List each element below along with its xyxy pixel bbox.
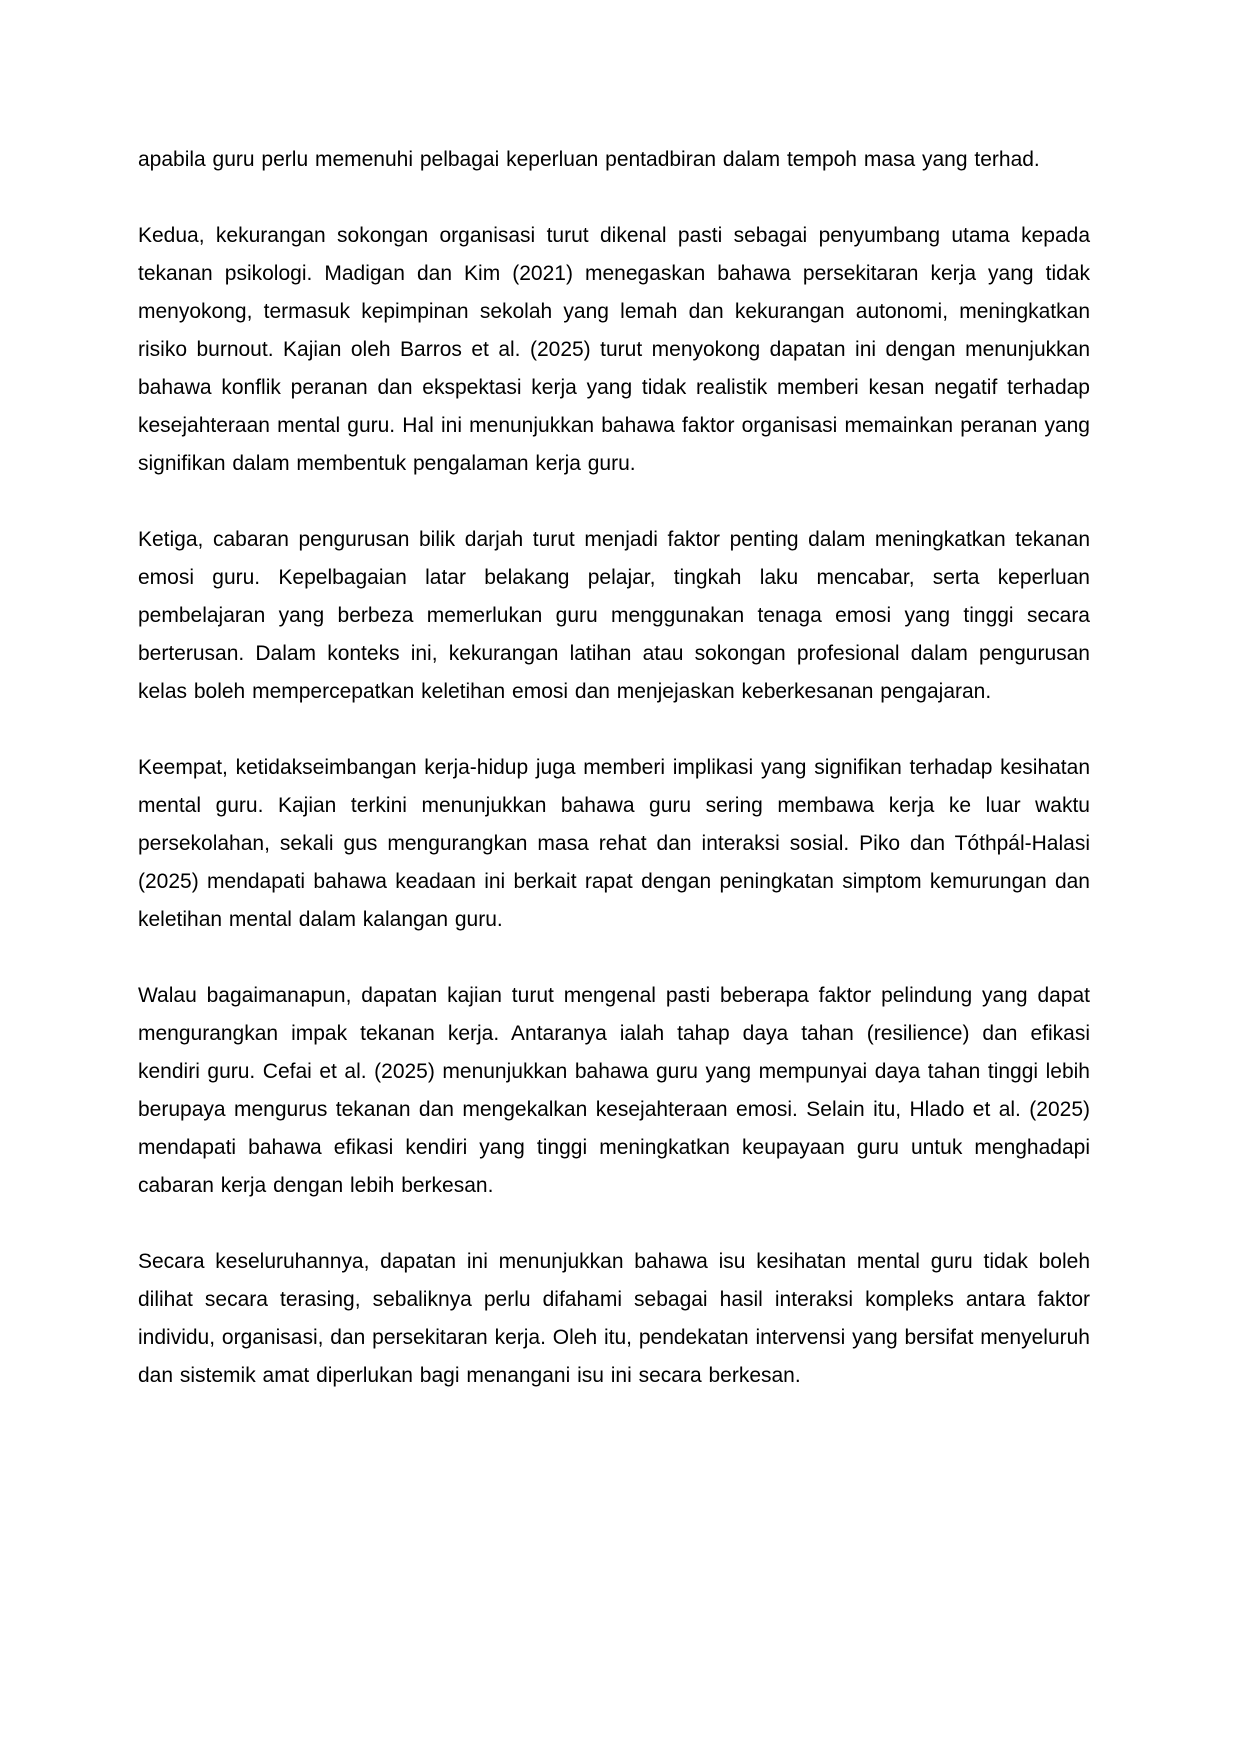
- paragraph-keempat: Keempat, ketidakseimbangan kerja-hidup juga memberi implikasi yang signifikan terhadap kesihatan mental guru. Kajian terkini menunjukkan bahawa guru sering membawa kerja ke luar waktu persekolahan, sekali gus mengurangkan masa rehat dan interaksi sosial. Piko dan Tóthpál-Halasi (2025) mendapati bahawa keadaan ini berkait rapat dengan peningkatan simptom kemurungan dan keletihan mental dalam kalangan guru.: [138, 756, 1090, 931]
- paragraph-continuation: apabila guru perlu memenuhi pelbagai keperluan pentadbiran dalam tempoh masa yang terhad.: [138, 148, 1040, 171]
- paragraph-faktor-pelindung: Walau bagaimanapun, dapatan kajian turut mengenal pasti beberapa faktor pelindung yang dapat mengurangkan impak tekanan kerja. Antaranya ialah tahap daya tahan (resilience) dan efikasi kendiri guru. Cefai et al. (2025) menunjukkan bahawa guru yang mempunyai daya tahan tinggi lebih berupaya mengurus tekanan dan mengekalkan kesejahteraan emosi. Selain itu, Hlado et al. (2025) mendapati bahawa efikasi kendiri yang tinggi meningkatkan keupayaan guru untuk menghadapi cabaran kerja dengan lebih berkesan.: [138, 984, 1090, 1197]
- paragraph-kedua: Kedua, kekurangan sokongan organisasi turut dikenal pasti sebagai penyumbang utama kepada tekanan psikologi. Madigan dan Kim (2021) menegaskan bahawa persekitaran kerja yang tidak menyokong, termasuk kepimpinan sekolah yang lemah dan kekurangan autonomi, meningkatkan risiko burnout. Kajian oleh Barros et al. (2025) turut menyokong dapatan ini dengan menunjukkan bahawa konflik peranan dan ekspektasi kerja yang tidak realistik memberi kesan negatif terhadap kesejahteraan mental guru. Hal ini menunjukkan bahawa faktor organisasi memainkan peranan yang signifikan dalam membentuk pengalaman kerja guru.: [138, 224, 1090, 475]
- paragraph-kesimpulan: Secara keseluruhannya, dapatan ini menunjukkan bahawa isu kesihatan mental guru tidak boleh dilihat secara terasing, sebaliknya perlu difahami sebagai hasil interaksi kompleks antara faktor individu, organisasi, dan persekitaran kerja. Oleh itu, pendekatan intervensi yang bersifat menyeluruh dan sistemik amat diperlukan bagi menangani isu ini secara berkesan.: [138, 1250, 1090, 1387]
- paragraph-ketiga: Ketiga, cabaran pengurusan bilik darjah turut menjadi faktor penting dalam meningkatkan tekanan emosi guru. Kepelbagaian latar belakang pelajar, tingkah laku mencabar, serta keperluan pembelajaran yang berbeza memerlukan guru menggunakan tenaga emosi yang tinggi secara berterusan. Dalam konteks ini, kekurangan latihan atau sokongan profesional dalam pengurusan kelas boleh mempercepatkan keletihan emosi dan menjejaskan keberkesanan pengajaran.: [138, 528, 1090, 703]
